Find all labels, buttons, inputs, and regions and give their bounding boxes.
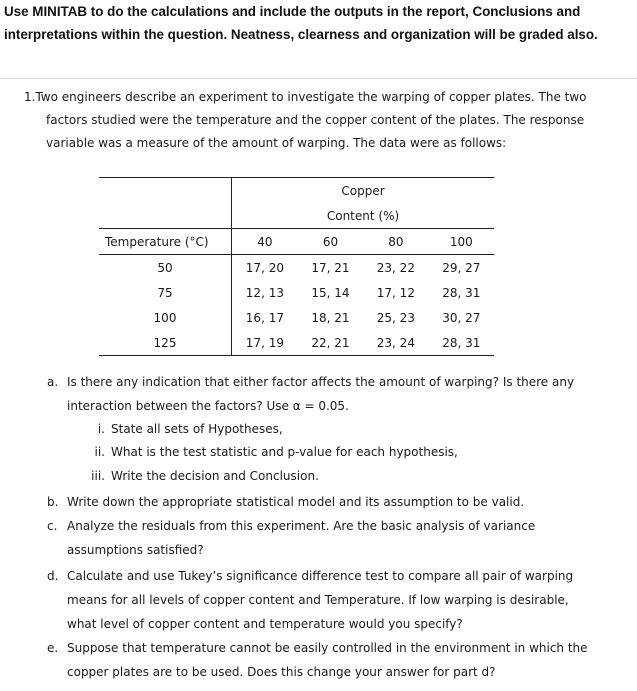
data-cell: 23, 24: [363, 330, 428, 356]
temperature-cell: 75: [99, 280, 232, 305]
part-a-i-marker: i.: [97, 422, 105, 436]
temperature-cell: 125: [99, 330, 232, 356]
data-cell: 16, 17: [245, 310, 284, 325]
data-cell: 28, 31: [429, 330, 494, 356]
part-a-text: Is there any indication that either factor affects the amount of warping? Is there any interaction between the factors? Use α = 0.05.: [67, 375, 575, 413]
data-cell: 17, 21: [298, 255, 363, 281]
part-e: [47, 636, 595, 684]
column-header: 40: [232, 229, 298, 255]
question-text-first: Two engineers describe an experiment to investigate the warping of copper plates. The two: [35, 90, 587, 104]
part-a-iii: [91, 465, 591, 488]
data-cell: 17, 20: [232, 255, 298, 281]
data-cell: 17, 12: [376, 285, 415, 300]
table-header-row-1: [99, 178, 494, 204]
table-row: [99, 330, 494, 356]
part-a: [47, 370, 595, 418]
data-cell: 28, 31: [442, 285, 481, 300]
part-c: [47, 514, 595, 562]
copper-header: [232, 178, 495, 204]
question-text-rest: factors studied were the temperature and the copper content of the plates. The response variable was a measure of the amount of warping. The data were as follows:: [46, 113, 585, 150]
copper-subheader: Content (%): [326, 208, 400, 223]
part-d: [47, 564, 595, 636]
part-a-ii-text: What is the test statistic and p-value for each hypothesis,: [111, 445, 458, 459]
table-corner-cell: [99, 178, 232, 204]
part-c-marker: c.: [47, 519, 58, 533]
column-header: 100: [429, 229, 494, 255]
question-number: 1.: [24, 90, 36, 104]
data-cell: 25, 23: [376, 310, 415, 325]
table-row: [99, 305, 494, 330]
part-a-marker: a.: [47, 375, 59, 389]
part-a-i-text: State all sets of Hypotheses,: [111, 422, 283, 436]
divider: [0, 78, 637, 79]
instructions-text: Use MINITAB to do the calculations and include the outputs in the report, Conclusions and interpretations within the question. Neatness, clearness and organization will be graded also.: [4, 4, 598, 42]
part-a-i: [97, 418, 591, 441]
temperature-cell: 50: [99, 255, 232, 281]
temperature-header: Temperature (°C): [99, 229, 232, 255]
column-header: 60: [298, 229, 363, 255]
part-a-ii: [94, 441, 591, 464]
part-b-text: Write down the appropriate statistical model and its assumption to be valid.: [67, 495, 525, 509]
data-cell: 29, 27: [429, 255, 494, 281]
part-b-marker: b.: [47, 495, 59, 509]
part-d-text: Calculate and use Tukey’s significance difference test to compare all pair of warping means for all levels of copper content and Temperature. If low warping is desirable, what level of copper content and temperature would you specify?: [67, 569, 574, 631]
part-a-ii-marker: ii.: [94, 445, 105, 459]
data-cell: 30, 27: [442, 310, 481, 325]
column-header: 80: [363, 229, 428, 255]
data-cell: 22, 21: [298, 330, 363, 356]
part-e-marker: e.: [47, 641, 59, 655]
data-cell: 15, 14: [311, 285, 350, 300]
copper-header-top: Copper: [341, 183, 385, 198]
temperature-cell: 100: [99, 305, 232, 330]
part-a-iii-marker: iii.: [91, 469, 105, 483]
part-e-text: Suppose that temperature cannot be easily controlled in the environment in which the copper plates are to be used. Does this change your answer for part d?: [67, 641, 588, 679]
question-1-line-1: [24, 86, 599, 109]
data-cell: 23, 22: [363, 255, 428, 281]
part-a-iii-text: Write the decision and Conclusion.: [111, 469, 319, 483]
table-row: [99, 255, 494, 281]
table-corner-cell-2: [99, 203, 232, 229]
data-cell: 12, 13: [245, 285, 284, 300]
part-c-text: Analyze the residuals from this experiment. Are the basic analysis of variance assumptions satisfied?: [67, 519, 536, 557]
data-cell: 18, 21: [311, 310, 350, 325]
part-b: [47, 490, 595, 514]
question-1: [24, 86, 599, 155]
table-row: [99, 280, 494, 305]
part-d-marker: d.: [47, 569, 59, 583]
table-column-header-row: [99, 229, 494, 255]
data-table: [99, 177, 494, 356]
data-cell: 17, 19: [232, 330, 298, 356]
table-header-row-2: [99, 203, 494, 229]
